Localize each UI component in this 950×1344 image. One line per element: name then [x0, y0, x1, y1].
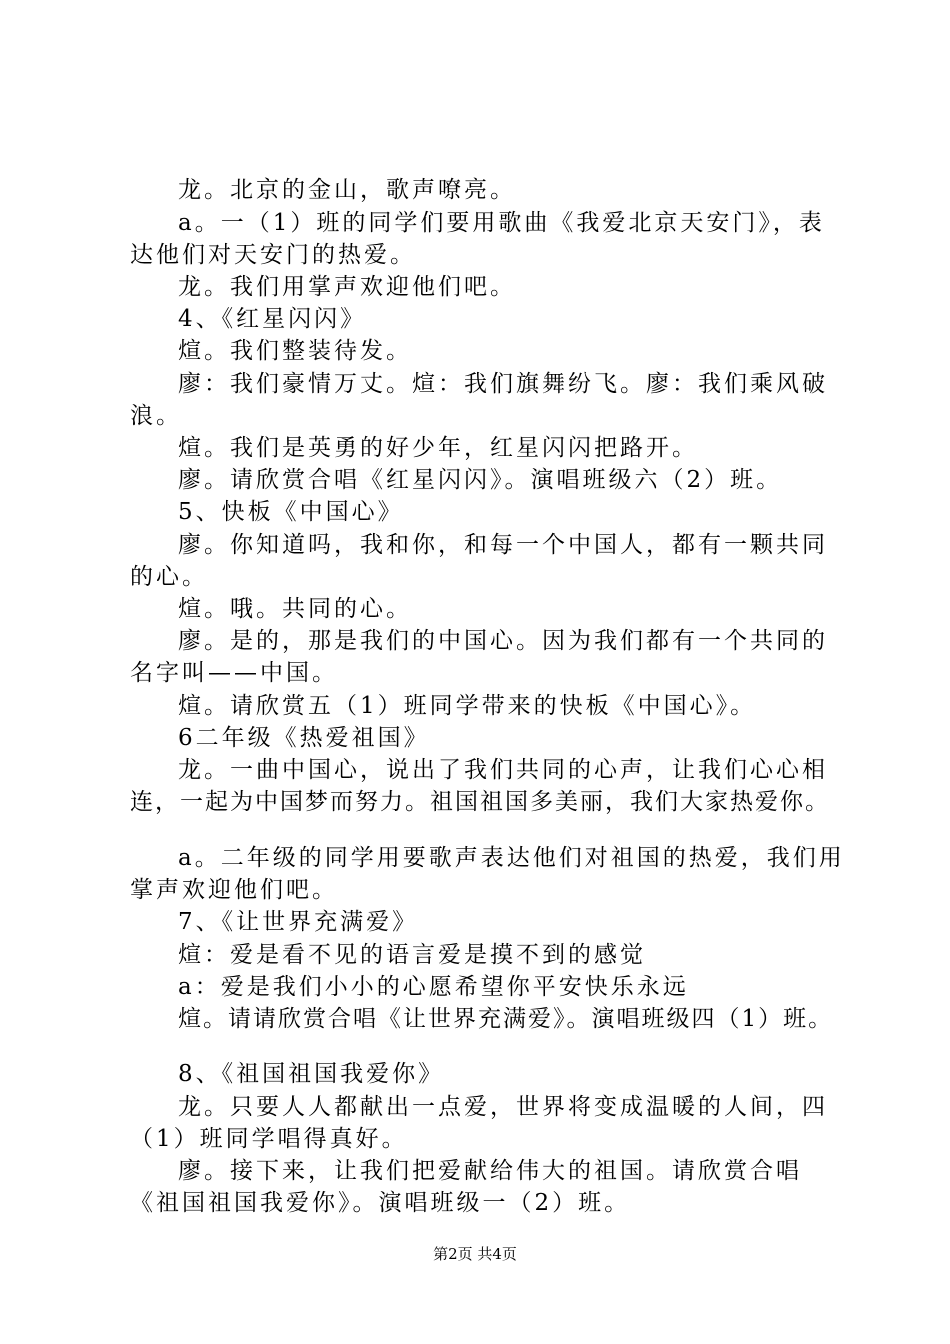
section-heading: 4、《红星闪闪》	[178, 306, 367, 332]
text-line: 廖。接下来，让我们把爱献给伟大的祖国。请欣赏合唱	[178, 1158, 802, 1184]
section-heading: 7、《让世界充满爱》	[178, 909, 419, 935]
section-heading: 6二年级《热爱祖国》	[178, 725, 430, 751]
text-line: 龙。只要人人都献出一点爱，世界将变成温暖的人间，四	[178, 1094, 828, 1120]
text-line: 连，一起为中国梦而努力。祖国祖国多美丽，我们大家热爱你。	[130, 789, 830, 815]
text-line: a。一（1）班的同学们要用歌曲《我爱北京天安门》，表	[178, 210, 825, 236]
text-line: （1）班同学唱得真好。	[130, 1126, 408, 1152]
text-line: 煊。请请欣赏合唱《让世界充满爱》。演唱班级四（1）班。	[178, 1006, 834, 1032]
text-line: 煊。我们整装待发。	[178, 338, 412, 364]
page-footer: 第2页 共4页	[433, 1245, 517, 1263]
text-line: a。二年级的同学用要歌声表达他们对祖国的热爱，我们用	[178, 845, 845, 871]
text-line: 龙。一曲中国心，说出了我们共同的心声，让我们心心相	[178, 757, 828, 783]
text-line: 浪。	[130, 403, 182, 429]
text-line: 掌声欢迎他们吧。	[130, 877, 338, 903]
text-line: 煊。我们是英勇的好少年，红星闪闪把路开。	[178, 435, 698, 461]
text-line: 达他们对天安门的热爱。	[130, 242, 416, 268]
text-line: 廖。请欣赏合唱《红星闪闪》。演唱班级六（2）班。	[178, 467, 783, 493]
text-line: 龙。北京的金山，歌声嘹亮。	[178, 177, 516, 203]
section-heading: 5、快板《中国心》	[178, 499, 404, 525]
text-line: 廖。你知道吗，我和你，和每一个中国人，都有一颗共同	[178, 532, 828, 558]
text-line: 煊：爱是看不见的语言爱是摸不到的感觉	[178, 942, 646, 968]
text-line: 廖：我们豪情万丈。煊：我们旗舞纷飞。廖：我们乘风破	[178, 371, 828, 397]
text-line: 的心。	[130, 564, 208, 590]
text-line: 《祖国祖国我爱你》。演唱班级一（2）班。	[130, 1190, 631, 1216]
text-line: 龙。我们用掌声欢迎他们吧。	[178, 274, 516, 300]
text-line: 名字叫——中国。	[130, 660, 338, 686]
text-line: a：爱是我们小小的心愿希望你平安快乐永远	[178, 974, 689, 1000]
text-line: 廖。是的，那是我们的中国心。因为我们都有一个共同的	[178, 628, 828, 654]
section-heading: 8、《祖国祖国我爱你》	[178, 1061, 445, 1087]
text-line: 煊。请欣赏五（1）班同学带来的快板《中国心》。	[178, 693, 757, 719]
text-line: 煊。哦。共同的心。	[178, 596, 412, 622]
